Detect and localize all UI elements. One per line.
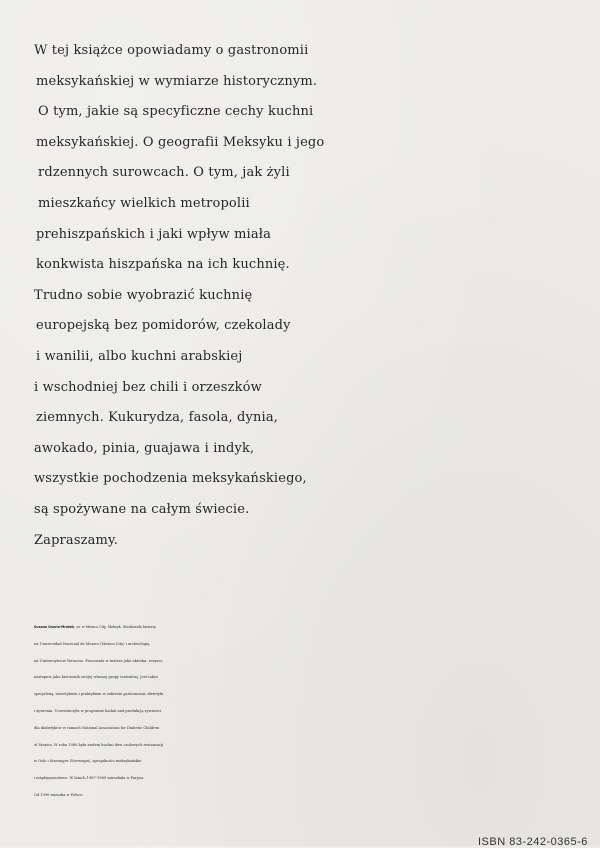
bio-line-text: , ur. w Mexico City, Meksyk. Studiowała historię xyxy=(74,625,156,629)
blurb-line: wszystkie pochodzenia meksykańskiego, xyxy=(34,471,307,487)
isbn-number: ISBN 83-242-0365-6 xyxy=(478,836,588,848)
bio-line: i międzynarodowe. W latach 1987-1989 mieszkała w Paryżu. xyxy=(34,776,145,781)
author-name: Susana Osorio-Mrożek xyxy=(34,625,75,629)
bio-line: w Oslo i Stavanger (Norwegia), specjalności meksykańskie xyxy=(34,759,142,764)
blurb-line: Trudno sobie wyobrazić kuchnię xyxy=(34,287,253,303)
blurb-line: meksykańskiej w wymiarze historycznym. xyxy=(36,73,318,89)
blurb-line: Zapraszamy. xyxy=(34,532,119,548)
blurb-line: prehiszpańskich i jaki wpływ miała xyxy=(36,226,272,242)
blurb-line: rdzennych surowcach. O tym, jak żyli xyxy=(38,165,290,181)
bio-line: of Mexico. W roku 1986 była szefem kuchni dwu czołowych restauracji xyxy=(34,742,164,747)
bio-line: i żywienia. Uczestniczyła w programie badań nad produkcją żywności xyxy=(34,708,162,713)
author-bio xyxy=(34,619,594,804)
bio-line: dla diabetyków w ramach National Association for Diabetic Children xyxy=(34,725,160,730)
blurb-line: konkwista hiszpańska na ich kuchnię. xyxy=(36,257,290,273)
bio-line: na Uniwersytecie Veracruz. Pracowała w teatrze jako aktorka, reżyser, xyxy=(34,658,163,663)
blurb-line: są spożywane na całym świecie. xyxy=(34,501,250,517)
blurb-line: meksykańskiej. O geografii Meksyku i jego xyxy=(36,134,325,150)
blurb-line: i wschodniej bez chili i orzeszków xyxy=(34,379,262,395)
bio-line xyxy=(34,619,594,636)
blurb-line: mieszkańcy wielkich metropolii xyxy=(38,195,250,211)
bio-line: nastepnie jako kierownik swojej własnej grupy teatralnej. Jest także xyxy=(34,675,158,680)
blurb-text xyxy=(0,36,600,556)
blurb-line: O tym, jakie są specyficzne cechy kuchni xyxy=(38,104,314,120)
blurb-line: W tej książce opowiadamy o gastronomii xyxy=(34,43,309,58)
blurb-line: europejską bez pomidorów, czekolady xyxy=(36,318,291,334)
bio-line: Od 1996 mieszka w Polsce. xyxy=(34,792,84,797)
blurb-line: i wanilii, albo kuchni arabskiej xyxy=(36,348,243,364)
bio-line: na Universidad Nacional de Mexico (Mexico City) i archeologię xyxy=(34,641,150,646)
blurb-line: awokado, pinia, guajawa i indyk, xyxy=(34,440,255,456)
bio-line: specjalistą, teoretykiem i praktykiem w zakresie gastronomii, dietetyki xyxy=(34,692,164,697)
blurb-line: ziemnych. Kukurydza, fasola, dynia, xyxy=(36,410,279,426)
